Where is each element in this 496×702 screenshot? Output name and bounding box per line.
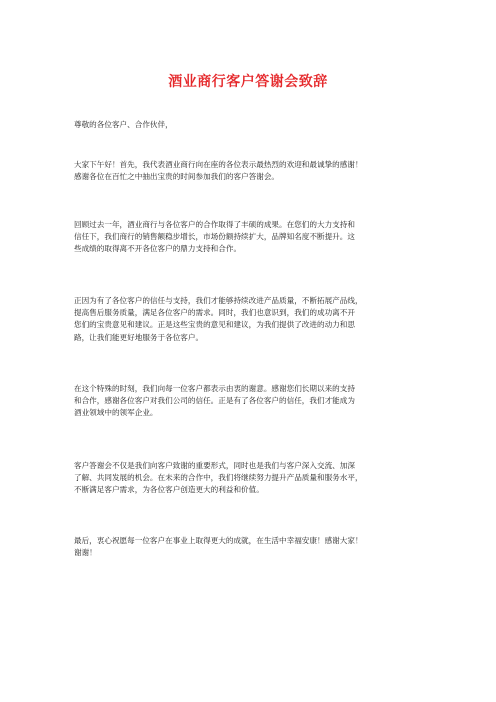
paragraph-line: 了解、共同发展的机会。在未来的合作中，我们将继续努力提升产品质量和服务水平，: [74, 473, 363, 483]
paragraph-line: 大家下午好！首先，我代表酒业商行向在座的各位表示最热烈的欢迎和最诚挚的感谢！: [74, 160, 363, 169]
greeting-line: 尊敬的各位客户、合作伙伴，: [74, 120, 173, 129]
paragraph-welcome: [74, 159, 434, 183]
paragraph-line: 最后，衷心祝愿每一位客户在事业上取得更大的成就，在生活中幸福安康！感谢大家！: [74, 536, 363, 545]
paragraph-line: 在这个特殊的时刻，我们向每一位客户都表示由衷的谢意。感谢您们长期以来的支持: [74, 384, 355, 393]
paragraph-trust: [74, 295, 434, 344]
paragraph-line: 正因为有了各位客户的信任与支持，我们才能够持续改进产品质量，不断拓展产品线，: [74, 296, 363, 305]
paragraph-review: [74, 219, 434, 256]
paragraph-closing: [74, 535, 434, 559]
paragraph-line: 谢谢！: [74, 548, 97, 558]
greeting: [74, 119, 434, 131]
paragraph-thanks: [74, 383, 434, 420]
paragraph-line: 不断满足客户需求，为各位客户创造更大的利益和价值。: [74, 485, 264, 495]
paragraph-line: 路，让我们能更好地服务于各位客户。: [74, 332, 204, 342]
paragraph-future: [74, 460, 434, 497]
paragraph-line: 信任下，我们商行的销售额稳步增长，市场份额持续扩大，品牌知名度不断提升。这: [74, 232, 355, 242]
paragraph-line: 提高售后服务质量，满足各位客户的需求。同时，我们也意识到，我们的成功离不开: [74, 308, 355, 318]
paragraph-line: 和合作，感谢各位客户对我们公司的信任。正是有了各位客户的信任，我们才能成为: [74, 396, 355, 406]
document-title: 酒业商行客户答谢会致辞: [168, 74, 328, 90]
paragraph-line: 回顾过去一年，酒业商行与各位客户的合作取得了丰硕的成果。在您们的大力支持和: [74, 220, 355, 229]
paragraph-line: 感谢各位在百忙之中抽出宝贵的时间参加我们的客户答谢会。: [74, 172, 280, 182]
paragraph-line: 您们的宝贵意见和建议。正是这些宝贵的意见和建议，为我们提供了改进的动力和思: [74, 320, 355, 330]
paragraph-line: 客户答谢会不仅是我们向客户致谢的重要形式，同时也是我们与客户深入交流、加深: [74, 461, 355, 470]
paragraph-line: 酒业领域中的领军企业。: [74, 408, 158, 418]
paragraph-line: 些成绩的取得离不开各位客户的鼎力支持和合作。: [74, 244, 242, 254]
